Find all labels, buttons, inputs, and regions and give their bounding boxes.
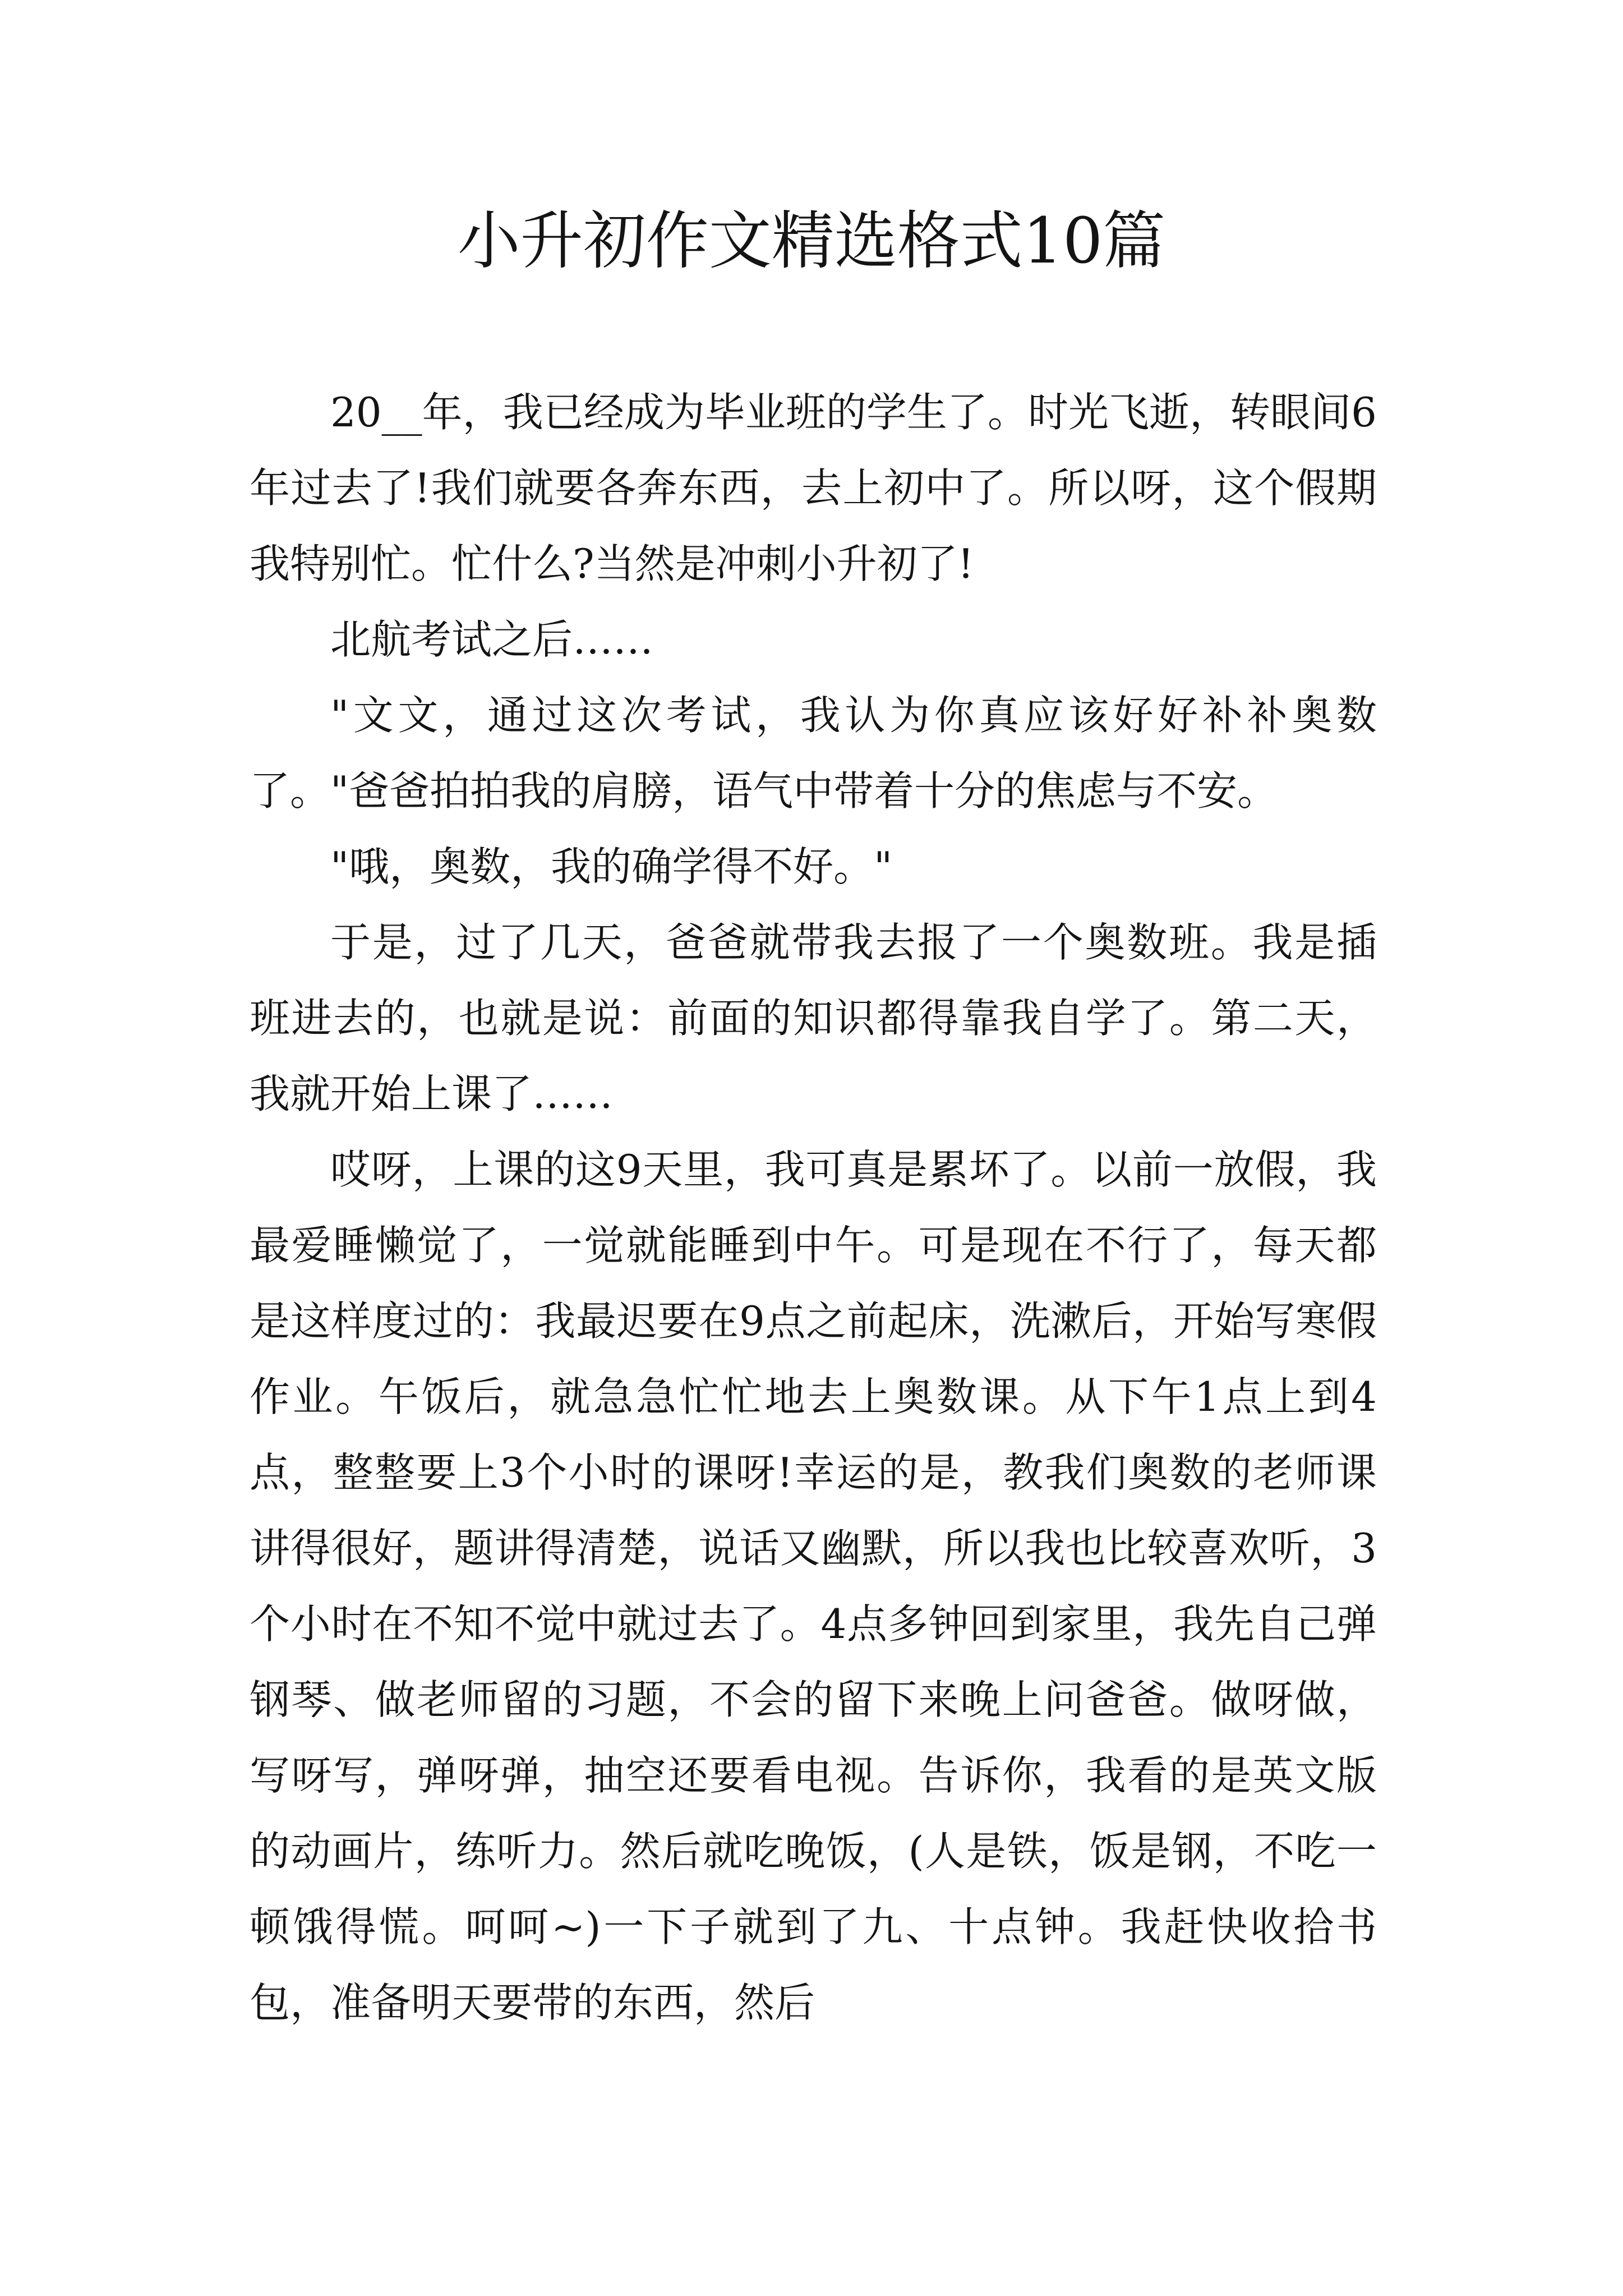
paragraph-5: 于是，过了几天，爸爸就带我去报了一个奥数班。我是插班进去的，也就是说：前面的知识都得靠我自学了。第二天，我就开始上课了…… — [250, 919, 1377, 1117]
document-title: 小升初作文精选格式10篇 — [457, 205, 1166, 278]
paragraph-4: "哦，奥数，我的确学得不好。" — [330, 843, 893, 890]
paragraph-1: 20__年，我已经成为毕业班的学生了。时光飞逝，转眼间6年过去了!我们就要各奔东西，去上初中了。所以呀，这个假期我特别忙。忙什么?当然是冲刺小升初了! — [250, 389, 1377, 587]
paragraph-6: 哎呀，上课的这9天里，我可真是累坏了。以前一放假，我最爱睡懒觉了，一觉就能睡到中午。可是现在不行了，每天都是这样度过的：我最迟要在9点之前起床，洗漱后，开始写寒假作业。午饭后，就急急忙忙地去上奥数课。从下午1点上到4点，整整要上3个小时的课呀!幸运的是，教我们奥数的老师课讲得很好，题讲得清楚，说话又幽默，所以我也比较喜欢听，3个小时在不知不觉中就过去了。4点多钟回到家里，我先自己弹钢琴、做老师留的习题，不会的留下来晚上问爸爸。做呀做，写呀写，弹呀弹，抽空还要看电视。告诉你，我看的是英文版的动画片，练听力。然后就吃晚饭，(人是铁，饭是钢，不吃一顿饿得慌。呵呵~)一下子就到了九、十点钟。我赶快收拾书包，准备明天要带的东西，然后 — [250, 1146, 1377, 2026]
document-body — [250, 375, 1377, 2041]
paragraph-3: "文文，通过这次考试，我认为你真应该好好补补奥数了。"爸爸拍拍我的肩膀，语气中带着十分的焦虑与不安。 — [250, 692, 1377, 815]
paragraph-2: 北航考试之后…… — [330, 616, 654, 663]
